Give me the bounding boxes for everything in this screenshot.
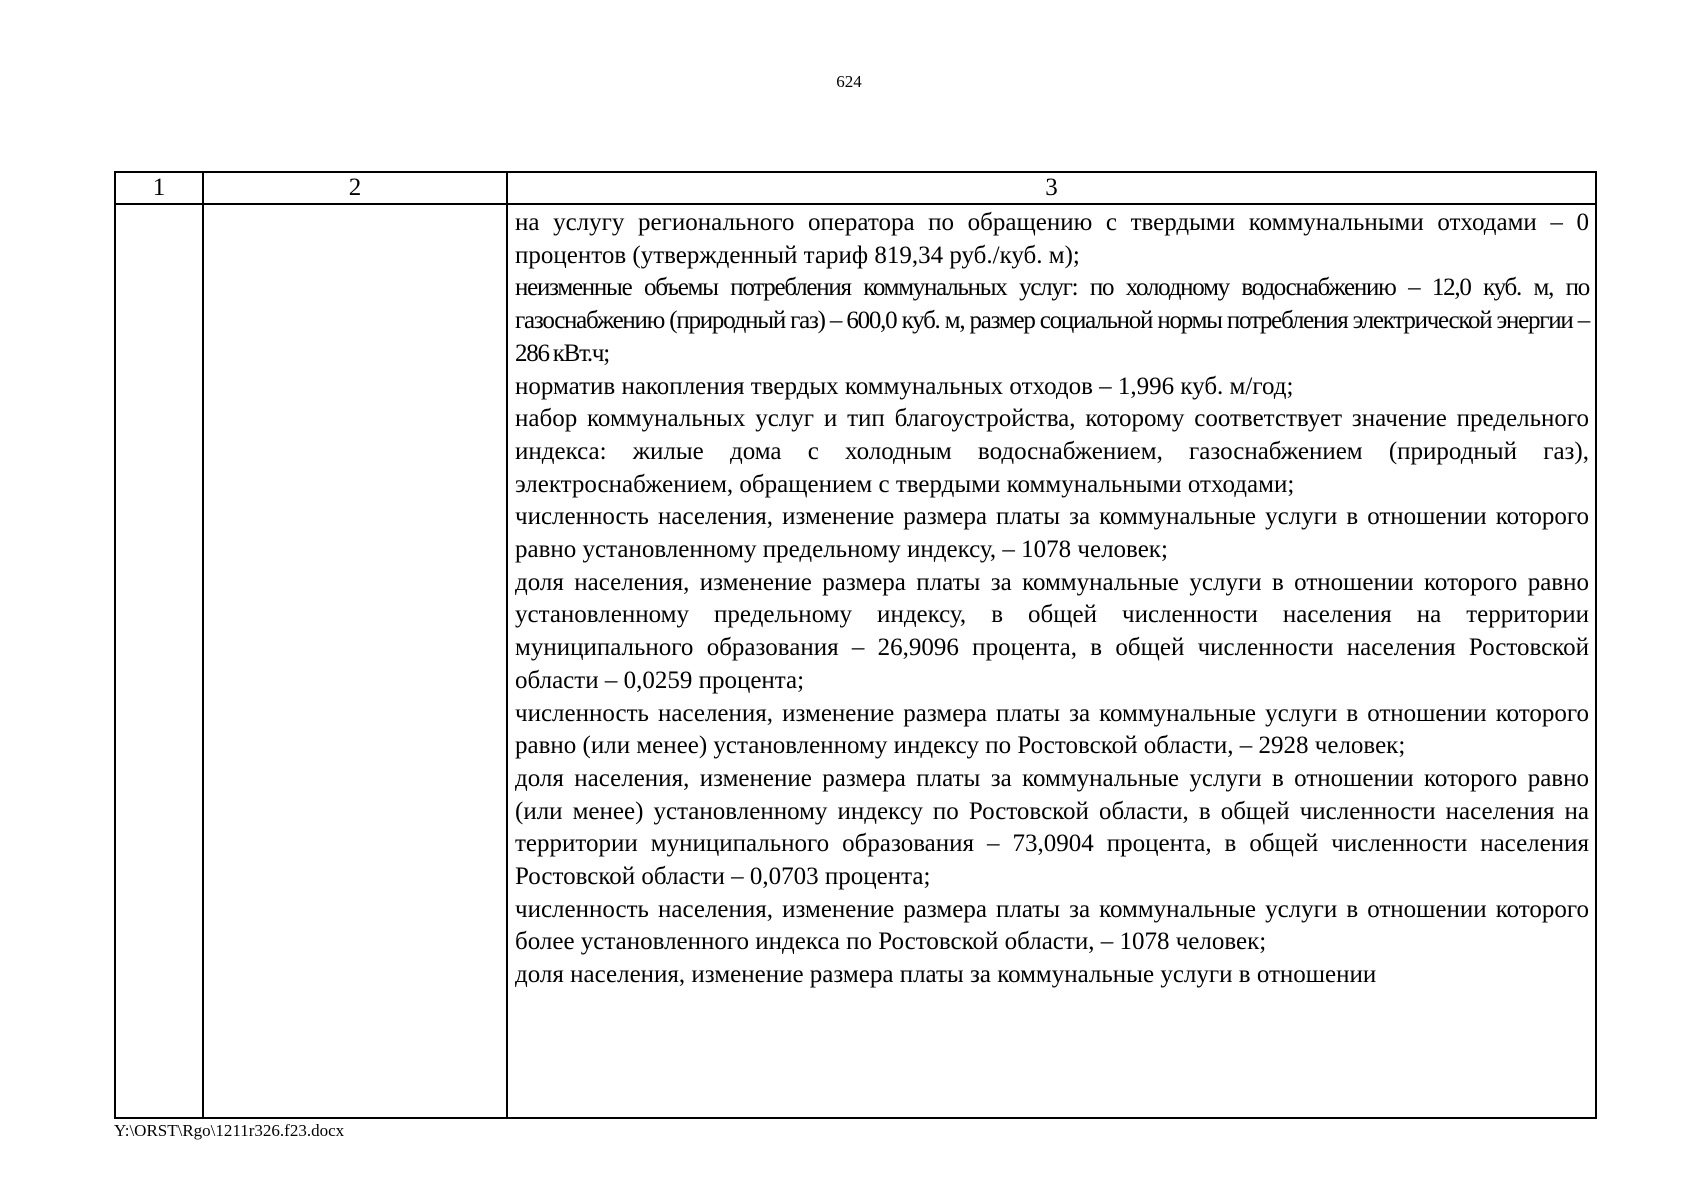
table-header-row (115, 172, 1596, 204)
file-path-footer: Y:\ORST\Rgo\1211r326.f23.docx (114, 1121, 345, 1140)
paragraph-7: численность населения, изменение размера платы за коммунальные услуги в отношении которого равно (или менее) установленному индексу по Ростовской области, – 2928 человек; (515, 699, 1589, 760)
paragraph-4: набор коммунальных услуг и тип благоустройства, которому соответствует значение предельного индекса: жилые дома с холодным водоснабжением, газоснабжением (природный газ), электроснабжением, обращением с твердыми коммунальными отходами; (515, 405, 1589, 498)
cell-column-2 (203, 204, 507, 1118)
paragraph-5: численность населения, изменение размера платы за коммунальные услуги в отношении которого равно установленному предельному индексу, – 1078 человек; (515, 503, 1589, 564)
paragraph-8: доля населения, изменение размера платы за коммунальные услуги в отношении которого равно (или менее) установленному индексу по Ростовской области, в общей численности населения на территории муниципального образования – 73,0904 процента, в общей численности населения Ростовской области – 0,0703 процента; (515, 764, 1589, 891)
paragraph-2: неизменные объемы потребления коммунальных услуг: по холодному водоснабжению – 12,0 куб. м, по газоснабжению (природный газ) – 600,0 куб. м, размер социальной нормы потребления электрической энергии – 286 кВт.ч; (515, 274, 1589, 367)
page-number: 624 (836, 72, 862, 91)
paragraph-6: доля населения, изменение размера платы за коммунальные услуги в отношении которого равно установленному предельному индексу, в общей численности населения на территории муниципального образования – 26,9096 процента, в общей численности населения Ростовской области – 0,0259 процента; (515, 568, 1589, 694)
table-row (115, 204, 1596, 1118)
column-header-1: 1 (115, 172, 203, 204)
column-header-3: 3 (507, 172, 1596, 204)
paragraph-9: численность населения, изменение размера платы за коммунальные услуги в отношении которого более установленного индекса по Ростовской области, – 1078 человек; (515, 895, 1589, 956)
document-table (114, 171, 1597, 1119)
paragraph-1: на услугу регионального оператора по обращению с твердыми коммунальными отходами – 0 процентов (утвержденный тариф 819,34 руб./куб. м); (515, 209, 1589, 269)
column-header-2: 2 (203, 172, 507, 204)
paragraph-10: доля населения, изменение размера платы за коммунальные услуги в отношении (515, 961, 1377, 989)
cell-column-3 (507, 204, 1596, 1118)
paragraph-3: норматив накопления твердых коммунальных отходов – 1,996 куб. м/год; (515, 372, 1294, 400)
cell-column-1 (115, 204, 203, 1118)
